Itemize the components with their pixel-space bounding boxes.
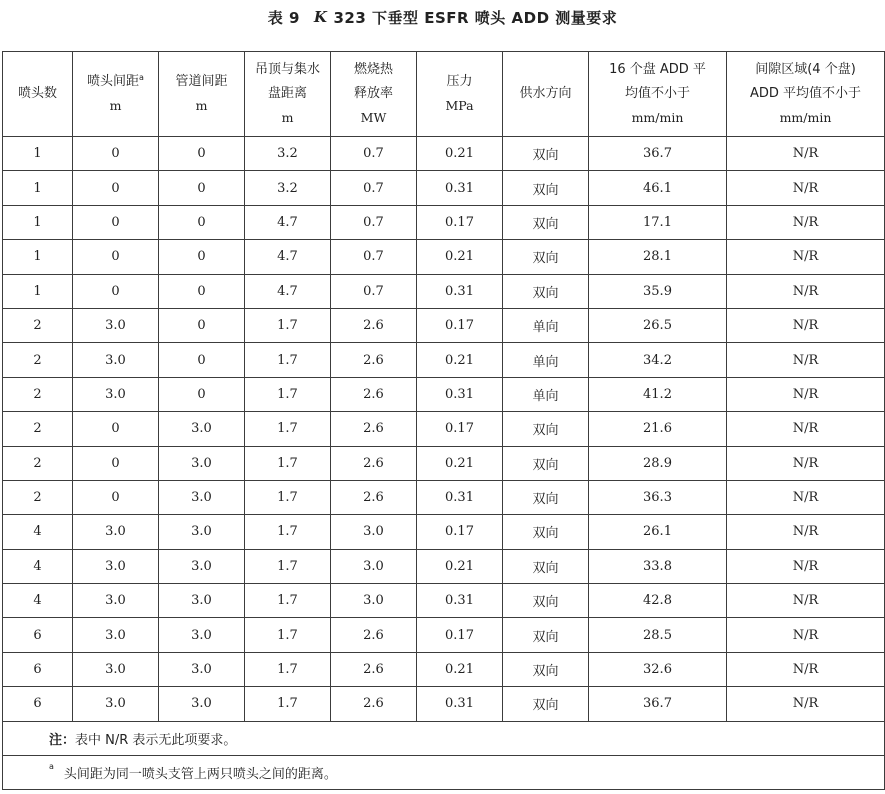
- table-cell: 双向: [503, 205, 589, 239]
- table-cell: 0: [159, 205, 245, 239]
- table-cell: 32.6: [589, 652, 727, 686]
- table-cell: 3.0: [73, 343, 159, 377]
- table-cell: 3.0: [159, 652, 245, 686]
- table-cell: 3.0: [73, 584, 159, 618]
- column-header-line: 释放率: [353, 86, 393, 101]
- table-cell: 0: [73, 171, 159, 205]
- table-cell: 28.9: [589, 446, 727, 480]
- table-cell: 双向: [503, 618, 589, 652]
- table-cell: 6: [3, 652, 73, 686]
- table-cell: N/R: [727, 652, 885, 686]
- table-cell: 0: [159, 343, 245, 377]
- table-cell: 3.0: [159, 584, 245, 618]
- table-cell: 双向: [503, 412, 589, 446]
- column-header-footnote-mark: a: [139, 73, 144, 82]
- table-cell: 36.7: [589, 137, 727, 171]
- table-cell: N/R: [727, 205, 885, 239]
- note-text: 表中 N/R 表示无此项要求。: [75, 732, 237, 748]
- table-cell: 0.31: [417, 480, 503, 514]
- table-cell: 单向: [503, 308, 589, 342]
- table-title: [0, 0, 885, 34]
- table-cell: 0.17: [417, 515, 503, 549]
- table-cell: 6: [3, 618, 73, 652]
- table-cell: 4.7: [245, 274, 331, 308]
- table-cell: 1: [3, 137, 73, 171]
- table-title-k: K: [313, 8, 328, 26]
- table-cell: N/R: [727, 446, 885, 480]
- table-cell: N/R: [727, 412, 885, 446]
- table-cell: N/R: [727, 687, 885, 721]
- table-cell: 0: [73, 240, 159, 274]
- table-cell: 单向: [503, 377, 589, 411]
- table-cell: 3.2: [245, 137, 331, 171]
- table-cell: 2.6: [331, 446, 417, 480]
- table-cell: 双向: [503, 480, 589, 514]
- table-cell: 0: [159, 240, 245, 274]
- table-cell: N/R: [727, 584, 885, 618]
- table-cell: 0: [159, 274, 245, 308]
- column-header: [331, 52, 417, 137]
- table-cell: 0: [73, 412, 159, 446]
- table-cell: 1.7: [245, 308, 331, 342]
- table-row: [3, 137, 885, 171]
- table-cell: 3.0: [331, 515, 417, 549]
- table-cell: 3.0: [159, 549, 245, 583]
- table-cell: 3.0: [73, 377, 159, 411]
- table-cell: 1.7: [245, 412, 331, 446]
- column-header-line: 吊顶与集水: [254, 62, 320, 77]
- table-cell: 1.7: [245, 515, 331, 549]
- note-cell: [3, 721, 885, 755]
- table-row: [3, 446, 885, 480]
- table-cell: 0.7: [331, 274, 417, 308]
- table-cell: 1: [3, 171, 73, 205]
- table-cell: 17.1: [589, 205, 727, 239]
- column-header-unit: mm/min: [631, 110, 684, 125]
- table-cell: 0.17: [417, 618, 503, 652]
- table-cell: 4: [3, 515, 73, 549]
- table-cell: 2.6: [331, 343, 417, 377]
- table-cell: 4.7: [245, 240, 331, 274]
- table-body: [3, 137, 885, 722]
- table-row: [3, 652, 885, 686]
- table-cell: 28.1: [589, 240, 727, 274]
- table-cell: N/R: [727, 137, 885, 171]
- table-cell: 2: [3, 308, 73, 342]
- table-cell: 1.7: [245, 480, 331, 514]
- table-cell: 26.5: [589, 308, 727, 342]
- table-cell: 2: [3, 446, 73, 480]
- table-cell: 0.21: [417, 652, 503, 686]
- table-cell: 6: [3, 687, 73, 721]
- table-cell: 33.8: [589, 549, 727, 583]
- table-row: [3, 240, 885, 274]
- table-cell: 3.0: [73, 652, 159, 686]
- table-cell: 2.6: [331, 377, 417, 411]
- table-row: [3, 343, 885, 377]
- table-cell: 3.0: [159, 446, 245, 480]
- table-cell: 2.6: [331, 308, 417, 342]
- table-cell: 28.5: [589, 618, 727, 652]
- table-cell: 1.7: [245, 652, 331, 686]
- footnote-mark: a: [49, 762, 54, 772]
- column-header-unit: mm/min: [779, 110, 832, 125]
- table-cell: 双向: [503, 652, 589, 686]
- table-cell: 3.0: [73, 308, 159, 342]
- table-row: [3, 480, 885, 514]
- table-cell: 0.31: [417, 377, 503, 411]
- column-header: [73, 52, 159, 137]
- table-cell: 双向: [503, 687, 589, 721]
- table-cell: 0.17: [417, 205, 503, 239]
- table-cell: 0: [159, 137, 245, 171]
- column-header: [417, 52, 503, 137]
- column-header-unit: MPa: [445, 98, 474, 113]
- table-cell: 0: [73, 205, 159, 239]
- table-cell: 2.6: [331, 412, 417, 446]
- column-header-unit: m: [195, 98, 208, 113]
- table-cell: 3.0: [159, 515, 245, 549]
- table-cell: 0.31: [417, 687, 503, 721]
- add-requirements-table: [2, 51, 885, 790]
- table-cell: 1.7: [245, 446, 331, 480]
- table-cell: 0.21: [417, 549, 503, 583]
- table-cell: 26.1: [589, 515, 727, 549]
- column-header-line: 均值不小于: [624, 86, 690, 101]
- table-cell: 21.6: [589, 412, 727, 446]
- table-row: [3, 308, 885, 342]
- table-cell: 双向: [503, 584, 589, 618]
- column-header-line: 喷头间距$^a$: [87, 73, 144, 89]
- table-cell: 0.21: [417, 446, 503, 480]
- table-cell: 1: [3, 274, 73, 308]
- table-cell: 双向: [503, 240, 589, 274]
- table-cell: 4.7: [245, 205, 331, 239]
- table-cell: N/R: [727, 618, 885, 652]
- table-cell: 2.6: [331, 618, 417, 652]
- table-cell: 1: [3, 205, 73, 239]
- table-cell: 3.0: [159, 412, 245, 446]
- footnote-row: [3, 755, 885, 789]
- table-cell: 双向: [503, 137, 589, 171]
- table-title-prefix: 表 9: [267, 8, 300, 27]
- table-cell: 1.7: [245, 377, 331, 411]
- table-cell: 0: [73, 137, 159, 171]
- column-header-line: 间隙区域(4 个盘): [755, 62, 856, 77]
- table-cell: 36.3: [589, 480, 727, 514]
- table-title-text: 323 下垂型 ESFR 喷头 ADD 测量要求: [333, 8, 618, 27]
- table-cell: 2: [3, 377, 73, 411]
- table-cell: N/R: [727, 274, 885, 308]
- column-header-line: 压力: [446, 74, 473, 89]
- column-header: [727, 52, 885, 137]
- table-cell: 4: [3, 584, 73, 618]
- table-cell: N/R: [727, 343, 885, 377]
- table-cell: 0.7: [331, 205, 417, 239]
- column-header-line: 管道间距: [175, 74, 228, 89]
- table-cell: 1.7: [245, 687, 331, 721]
- table-cell: N/R: [727, 549, 885, 583]
- table-cell: 1: [3, 240, 73, 274]
- table-cell: 0: [159, 308, 245, 342]
- table-cell: 0: [73, 274, 159, 308]
- table-cell: 双向: [503, 171, 589, 205]
- table-cell: 1.7: [245, 584, 331, 618]
- table-cell: 3.0: [73, 549, 159, 583]
- column-header-unit: MW: [360, 110, 387, 125]
- table-cell: 3.0: [159, 687, 245, 721]
- table-cell: 3.0: [159, 480, 245, 514]
- table-cell: N/R: [727, 240, 885, 274]
- table-row: [3, 274, 885, 308]
- column-header-unit: m: [281, 110, 294, 125]
- table-cell: 2.6: [331, 480, 417, 514]
- table-cell: 0.31: [417, 274, 503, 308]
- table-cell: 34.2: [589, 343, 727, 377]
- table-cell: 双向: [503, 446, 589, 480]
- table-row: [3, 687, 885, 721]
- table-cell: 1.7: [245, 549, 331, 583]
- table-cell: 0.17: [417, 412, 503, 446]
- table-row: [3, 171, 885, 205]
- column-header: [245, 52, 331, 137]
- footnote-text: 头间距为同一喷头支管上两只喷头之间的距离。: [63, 766, 337, 782]
- column-header-unit: m: [109, 98, 122, 113]
- table-cell: 46.1: [589, 171, 727, 205]
- table-cell: 0: [159, 377, 245, 411]
- table-cell: 2: [3, 480, 73, 514]
- table-cell: 3.2: [245, 171, 331, 205]
- table-cell: 2: [3, 412, 73, 446]
- column-header: [159, 52, 245, 137]
- table-cell: 1.7: [245, 618, 331, 652]
- table-cell: 3.0: [331, 549, 417, 583]
- table-cell: 2.6: [331, 652, 417, 686]
- table-cell: N/R: [727, 308, 885, 342]
- table-row: [3, 584, 885, 618]
- table-cell: 0.31: [417, 171, 503, 205]
- table-cell: 0: [159, 171, 245, 205]
- table-cell: 0.21: [417, 343, 503, 377]
- table-cell: 0.21: [417, 240, 503, 274]
- header-row: [3, 52, 885, 137]
- table-cell: 2.6: [331, 687, 417, 721]
- table-cell: 35.9: [589, 274, 727, 308]
- column-header-line: 16 个盘 ADD 平: [609, 62, 706, 77]
- column-header: [3, 52, 73, 137]
- table-cell: N/R: [727, 171, 885, 205]
- table-row: [3, 377, 885, 411]
- table-row: [3, 549, 885, 583]
- column-header-line: 盘距离: [267, 86, 307, 101]
- table-row: [3, 205, 885, 239]
- table-cell: 单向: [503, 343, 589, 377]
- table-cell: 0.21: [417, 137, 503, 171]
- column-header-line: 喷头数: [17, 86, 57, 101]
- note-row: [3, 721, 885, 755]
- table-cell: 42.8: [589, 584, 727, 618]
- table-cell: 0.7: [331, 137, 417, 171]
- table-cell: N/R: [727, 480, 885, 514]
- table-cell: 4: [3, 549, 73, 583]
- table-cell: 0: [73, 480, 159, 514]
- table-cell: 3.0: [73, 687, 159, 721]
- table-cell: N/R: [727, 515, 885, 549]
- table-cell: 3.0: [159, 618, 245, 652]
- table-cell: 0.7: [331, 240, 417, 274]
- table-row: [3, 515, 885, 549]
- table-cell: 双向: [503, 515, 589, 549]
- table-cell: 3.0: [73, 515, 159, 549]
- table-cell: 双向: [503, 274, 589, 308]
- table-cell: 36.7: [589, 687, 727, 721]
- column-header: [589, 52, 727, 137]
- column-header: [503, 52, 589, 137]
- table-cell: 0.31: [417, 584, 503, 618]
- note-label: 注：: [49, 732, 76, 748]
- table-cell: 41.2: [589, 377, 727, 411]
- column-header-line: 燃烧热: [353, 62, 393, 77]
- table-cell: 双向: [503, 549, 589, 583]
- table-cell: N/R: [727, 377, 885, 411]
- footnote-cell: [3, 755, 885, 789]
- table-cell: 3.0: [73, 618, 159, 652]
- column-header-line: 供水方向: [519, 86, 572, 101]
- column-header-line: ADD 平均值不小于: [749, 86, 862, 101]
- table-cell: 2: [3, 343, 73, 377]
- table-cell: 3.0: [331, 584, 417, 618]
- table-cell: 0: [73, 446, 159, 480]
- table-cell: 0.7: [331, 171, 417, 205]
- table-cell: 1.7: [245, 343, 331, 377]
- table-row: [3, 412, 885, 446]
- table-cell: 0.17: [417, 308, 503, 342]
- table-row: [3, 618, 885, 652]
